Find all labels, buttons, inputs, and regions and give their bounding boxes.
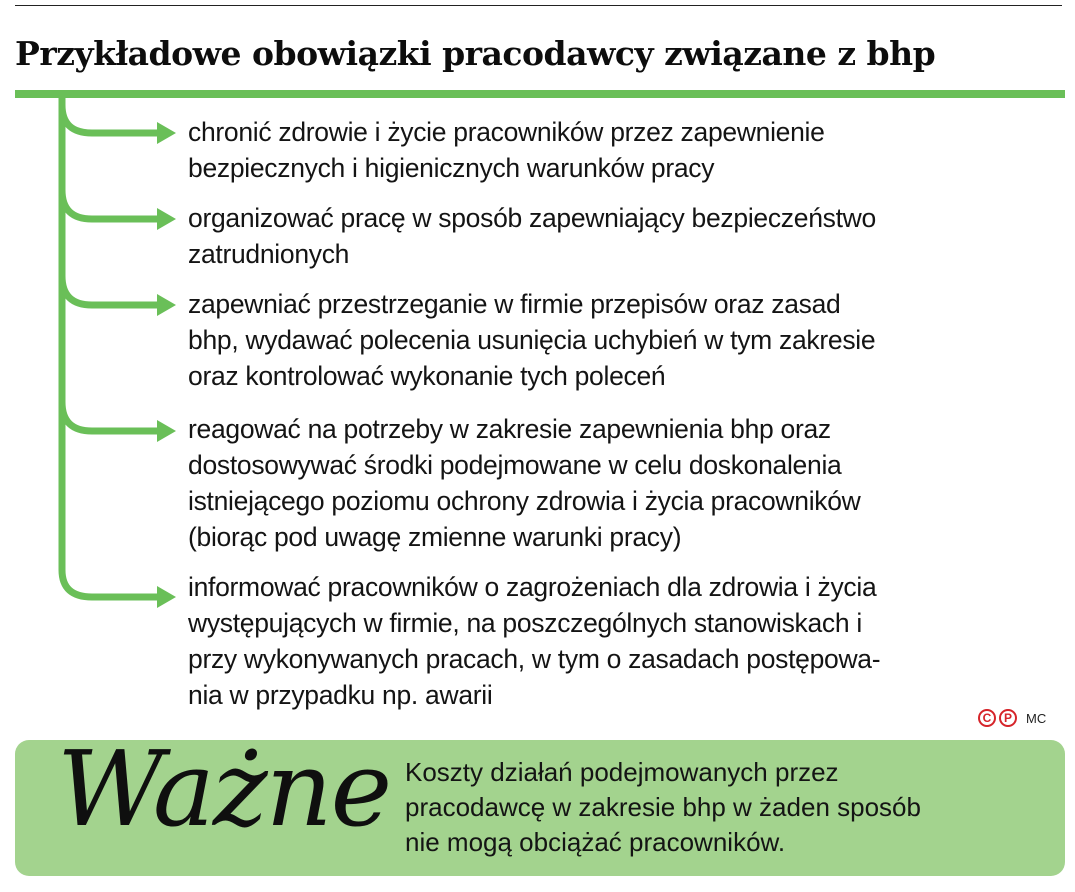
top-divider — [15, 5, 1062, 6]
sound-recording-copyright-icon: P — [999, 709, 1017, 727]
important-box — [15, 728, 1065, 876]
list-item: organizować pracę w sposób zapewniający bezpieczeństwo zatrudnionych — [188, 203, 876, 269]
copyright-icon: C — [978, 709, 996, 727]
credit-author: MC — [1026, 710, 1047, 726]
list-item: informować pracowników o zagrożeniach dla zdrowia i życia występujących w firmie, na poszczególnych stanowiskach i przy wykonywanych pracach, w tym o zasadach postępowa- nia w przypadku np. awarii — [188, 572, 881, 710]
important-label: Ważne — [57, 728, 391, 850]
important-text: Koszty działań podejmowanych przez pracodawcę w zakresie bhp w żaden sposób nie mogą obciążać pracowników. — [405, 757, 921, 857]
credit — [978, 709, 1046, 727]
list-item: chronić zdrowie i życie pracowników przez zapewnienie bezpiecznych i higienicznych warunków pracy — [188, 117, 825, 183]
title-underline — [15, 90, 1065, 98]
list-item: reagować na potrzeby w zakresie zapewnienia bhp oraz dostosowywać środki podejmowane w celu doskonalenia istniejącego poziomu ochrony zdrowia i życia pracowników (biorąc pod uwagę zmienne warunki pracy) — [188, 414, 861, 552]
page-title: Przykładowe obowiązki pracodawcy związane z bhp — [15, 34, 936, 73]
list-item: zapewniać przestrzeganie w firmie przepisów oraz zasad bhp, wydawać polecenia usunięcia uchybień w tym zakresie oraz kontrolować wykonanie tych poleceń — [188, 289, 876, 391]
